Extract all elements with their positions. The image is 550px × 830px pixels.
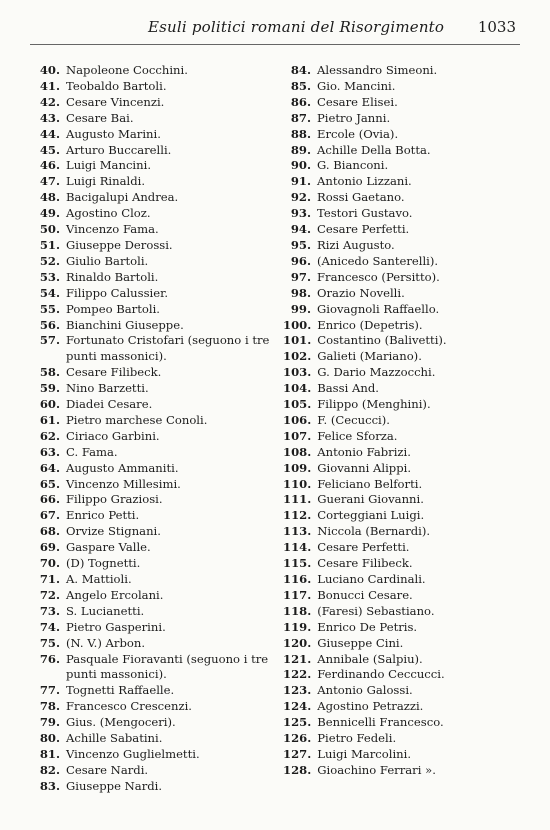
entry-name: Alessandro Simeoni.	[317, 63, 438, 77]
list-item	[283, 524, 523, 540]
entry-name: Ciriaco Garbini.	[66, 428, 160, 443]
entry-number: 128.	[283, 762, 312, 777]
entry-number: 108.	[283, 444, 312, 459]
entry-number: 84.	[290, 63, 311, 77]
entry-name: S. Lucianetti.	[66, 603, 145, 618]
list-item	[283, 143, 523, 159]
entry-name: Giovagnoli Raffaello.	[317, 301, 440, 316]
entry-number: 93.	[290, 206, 311, 221]
entry-name: Pietro Janni.	[317, 110, 391, 125]
entry-name: Orvize Stignani.	[66, 524, 161, 539]
entry-number: 127.	[283, 746, 312, 761]
entry-name: Ercole (Ovia).	[317, 126, 399, 141]
entry-number: 74.	[39, 619, 60, 634]
page-number: 1033	[477, 18, 516, 36]
entry-name: (Faresi) Sebastiano.	[317, 603, 435, 618]
entry-number: 97.	[290, 269, 311, 284]
list-item	[32, 254, 272, 270]
entry-name: Giuseppe Derossi.	[66, 237, 173, 252]
list-item	[32, 206, 272, 222]
entry-name: Achille Della Botta.	[317, 142, 431, 157]
entry-name: Orazio Novelli.	[317, 285, 405, 300]
entry-number: 45.	[39, 142, 60, 157]
entry-number: 99.	[290, 301, 311, 316]
entry-name: Antonio Lizzani.	[317, 174, 412, 189]
entry-name: F. (Cecucci).	[317, 412, 390, 427]
entry-number: 54.	[39, 285, 60, 300]
list-item	[32, 763, 272, 779]
list-item	[32, 683, 272, 699]
left-column	[32, 63, 272, 795]
entry-name: Pietro marchese Conoli.	[66, 412, 208, 427]
list-item	[283, 652, 523, 668]
entry-number: 113.	[283, 524, 312, 539]
list-item	[32, 318, 272, 334]
list-item	[283, 508, 523, 524]
list-item	[32, 524, 272, 540]
entry-name: Antonio Galossi.	[317, 683, 413, 698]
entry-number: 117.	[283, 587, 312, 602]
entry-number: 63.	[39, 444, 60, 459]
entry-name: Giuseppe Cini.	[317, 635, 404, 650]
entry-number: 42.	[39, 94, 60, 109]
list-item	[32, 779, 272, 795]
entry-number: 53.	[39, 269, 60, 284]
entry-name: Giulio Bartoli.	[66, 253, 149, 268]
entry-number: 56.	[39, 317, 60, 332]
list-item	[32, 238, 272, 254]
entry-number: 83.	[39, 778, 60, 793]
entry-number: 67.	[39, 508, 60, 523]
entry-number: 71.	[39, 572, 60, 586]
entry-number: 85.	[290, 78, 311, 93]
entry-name: Cesare Bai.	[66, 110, 134, 125]
entry-name: Pietro Fedeli.	[317, 731, 397, 746]
entry-name: Vincenzo Fama.	[66, 222, 159, 237]
list-item	[283, 636, 523, 652]
entry-name: Nino Barzetti.	[66, 381, 149, 396]
entry-number: 70.	[39, 556, 60, 571]
entry-number: 112.	[283, 508, 312, 523]
entry-number: 78.	[39, 699, 60, 714]
list-item	[283, 365, 523, 381]
entry-name: Arturo Buccarelli.	[66, 142, 172, 157]
list-item	[32, 461, 272, 477]
entry-name: Felice Sforza.	[317, 428, 398, 443]
entry-name: Gioachino Ferrari ».	[317, 762, 436, 777]
page-header	[0, 18, 550, 42]
entry-number: 51.	[39, 237, 60, 252]
list-item	[32, 111, 272, 127]
entry-number: 122.	[283, 667, 312, 682]
entry-name: Enrico Petti.	[66, 508, 140, 523]
list-item	[283, 492, 523, 508]
list-item	[32, 397, 272, 413]
running-title: Esuli politici romani del Risorgimento	[148, 18, 445, 36]
list-item	[32, 492, 272, 508]
list-item	[283, 604, 523, 620]
list-item	[32, 270, 272, 286]
list-item	[32, 540, 272, 556]
list-item	[283, 445, 523, 461]
list-item	[283, 302, 523, 318]
entry-name: Bennicelli Francesco.	[317, 715, 444, 730]
entry-number: 109.	[283, 460, 312, 475]
list-item	[32, 572, 272, 588]
entry-name: Francesco (Persitto).	[317, 269, 440, 284]
entry-name: Ferdinando Ceccucci.	[317, 667, 445, 682]
list-item	[32, 127, 272, 143]
entry-name: Costantino (Balivetti).	[317, 333, 447, 348]
entry-name: Filippo (Menghini).	[317, 397, 431, 412]
list-item	[283, 763, 523, 779]
list-item	[32, 365, 272, 381]
list-item	[283, 413, 523, 429]
list-item	[283, 318, 523, 334]
entry-name: Agostino Petrazzi.	[317, 699, 424, 714]
list-item	[283, 699, 523, 715]
entry-name: Feliciano Belforti.	[317, 476, 423, 491]
list-item	[283, 620, 523, 636]
entry-number: 61.	[39, 412, 60, 427]
entry-name: G. Bianconi.	[317, 158, 389, 173]
entry-number: 114.	[283, 540, 312, 555]
entry-number: 87.	[290, 110, 311, 125]
entry-name: Gaspare Valle.	[66, 540, 151, 555]
list-item	[32, 413, 272, 429]
list-item	[32, 190, 272, 206]
entry-name: Luigi Rinaldi.	[66, 174, 146, 189]
list-item	[283, 429, 523, 445]
list-item	[32, 652, 272, 684]
list-item	[283, 190, 523, 206]
entry-number: 102.	[283, 349, 312, 364]
entry-number: 123.	[283, 683, 312, 698]
list-item	[32, 143, 272, 159]
entry-name: Diadei Cesare.	[66, 397, 153, 412]
list-item	[283, 111, 523, 127]
list-item	[283, 79, 523, 95]
entry-number: 118.	[283, 603, 312, 618]
entry-number: 96.	[290, 253, 311, 268]
list-item	[283, 397, 523, 413]
entry-number: 76.	[39, 651, 60, 666]
entry-number: 82.	[39, 762, 60, 777]
entry-name: Niccola (Bernardi).	[317, 524, 431, 539]
entry-number: 115.	[283, 556, 312, 571]
entry-number: 50.	[39, 222, 60, 237]
entry-name: Luigi Mancini.	[66, 158, 152, 173]
entry-name: Enrico (Depetris).	[317, 317, 423, 332]
entry-name: Antonio Fabrizi.	[317, 444, 411, 459]
entry-number: 75.	[39, 635, 60, 650]
list-item	[283, 381, 523, 397]
entry-number: 48.	[39, 190, 60, 205]
header-rule	[30, 44, 520, 45]
entry-number: 94.	[290, 222, 311, 237]
list-item	[32, 286, 272, 302]
list-item	[32, 174, 272, 190]
list-item	[32, 636, 272, 652]
entry-name: Bonucci Cesare.	[317, 587, 413, 602]
entry-name: Rossi Gaetano.	[317, 190, 405, 205]
entry-number: 111.	[283, 492, 312, 507]
entry-name: Augusto Ammaniti.	[66, 460, 179, 475]
list-item	[32, 556, 272, 572]
entry-number: 125.	[283, 715, 312, 730]
entry-name: Cesare Vincenzi.	[66, 94, 165, 109]
entry-number: 65.	[39, 476, 60, 491]
entry-number: 104.	[283, 381, 312, 396]
list-item	[32, 79, 272, 95]
list-item	[283, 95, 523, 111]
entry-name: Annibale (Salpiu).	[317, 651, 423, 666]
entry-name: Gius. (Mengoceri).	[66, 715, 176, 730]
list-item	[283, 206, 523, 222]
entry-name: Cesare Perfetti.	[317, 540, 410, 555]
entry-number: 59.	[39, 381, 60, 396]
list-item	[283, 540, 523, 556]
entry-name: Tognetti Raffaelle.	[66, 683, 175, 698]
entry-number: 46.	[39, 158, 60, 173]
entry-name: Napoleone Cocchini.	[66, 63, 188, 77]
entry-name: Luigi Marcolini.	[317, 746, 412, 761]
list-item	[32, 222, 272, 238]
list-item	[32, 477, 272, 493]
list-item	[283, 158, 523, 174]
entry-number: 110.	[283, 476, 312, 491]
entry-number: 66.	[39, 492, 60, 507]
list-item	[32, 302, 272, 318]
entry-name: Rizi Augusto.	[317, 237, 395, 252]
list-item	[283, 461, 523, 477]
entry-name: Filippo Calussier.	[66, 285, 169, 300]
entry-name: Pietro Gasperini.	[66, 619, 166, 634]
entry-name: Pompeo Bartoli.	[66, 301, 160, 316]
entry-name: (Anicedo Santerelli).	[317, 253, 439, 268]
list-item	[32, 381, 272, 397]
entry-name: Luciano Cardinali.	[317, 572, 426, 586]
entry-number: 90.	[290, 158, 311, 173]
entry-number: 58.	[39, 365, 60, 380]
list-item	[32, 158, 272, 174]
list-item	[283, 63, 523, 79]
entry-number: 98.	[290, 285, 311, 300]
list-item	[32, 731, 272, 747]
entry-number: 49.	[39, 206, 60, 221]
entry-name: Agostino Cloz.	[66, 206, 151, 221]
entry-number: 41.	[39, 78, 60, 93]
list-item	[32, 63, 272, 79]
entry-name: Bassi And.	[317, 381, 379, 396]
entry-number: 72.	[39, 587, 60, 602]
list-item	[283, 349, 523, 365]
entry-number: 81.	[39, 746, 60, 761]
list-item	[32, 445, 272, 461]
entry-number: 119.	[283, 619, 312, 634]
entry-number: 77.	[39, 683, 60, 698]
entry-number: 44.	[39, 126, 60, 141]
entry-number: 107.	[283, 428, 312, 443]
entry-name: Vincenzo Millesimi.	[66, 476, 181, 491]
entry-number: 68.	[39, 524, 60, 539]
entry-name: Augusto Marini.	[66, 126, 161, 141]
entry-number: 52.	[39, 253, 60, 268]
entry-number: 69.	[39, 540, 60, 555]
entry-number: 120.	[283, 635, 312, 650]
list-item	[283, 333, 523, 349]
list-item	[283, 556, 523, 572]
entry-name: Cesare Nardi.	[66, 762, 149, 777]
entry-number: 64.	[39, 460, 60, 475]
list-item	[283, 238, 523, 254]
list-item	[283, 572, 523, 588]
entry-name: Galieti (Mariano).	[317, 349, 422, 364]
list-item	[283, 270, 523, 286]
entry-number: 95.	[290, 237, 311, 252]
entry-name: Fortunato Cristofari (seguono i tre punti massonici).	[66, 333, 270, 364]
list-item	[283, 747, 523, 763]
list-item	[32, 604, 272, 620]
entry-number: 73.	[39, 603, 60, 618]
entry-name: (D) Tognetti.	[66, 556, 141, 571]
list-item	[283, 127, 523, 143]
entry-number: 80.	[39, 731, 60, 746]
entry-name: Giuseppe Nardi.	[66, 778, 163, 793]
entry-name: Guerani Giovanni.	[317, 492, 424, 507]
entry-number: 86.	[290, 94, 311, 109]
entry-number: 88.	[290, 126, 311, 141]
entry-number: 124.	[283, 699, 312, 714]
entry-number: 126.	[283, 731, 312, 746]
entry-number: 79.	[39, 715, 60, 730]
entry-number: 105.	[283, 397, 312, 412]
entry-number: 121.	[283, 651, 312, 666]
entry-number: 106.	[283, 412, 312, 427]
entry-name: Vincenzo Guglielmetti.	[66, 746, 200, 761]
entry-number: 92.	[290, 190, 311, 205]
entry-name: G. Dario Mazzocchi.	[317, 365, 436, 380]
entry-name: Teobaldo Bartoli.	[66, 78, 167, 93]
entry-name: Cesare Filibeck.	[317, 556, 413, 571]
entry-name: Rinaldo Bartoli.	[66, 269, 159, 284]
entry-name: Enrico De Petris.	[317, 619, 418, 634]
entry-name: Achille Sabatini.	[66, 731, 163, 746]
entry-name: A. Mattioli.	[66, 572, 132, 586]
list-item	[32, 747, 272, 763]
entry-name: Filippo Graziosi.	[66, 492, 163, 507]
list-item	[32, 508, 272, 524]
list-item	[283, 254, 523, 270]
entry-name: Corteggiani Luigi.	[317, 508, 425, 523]
entry-name: C. Fama.	[66, 444, 118, 459]
entry-number: 91.	[290, 174, 311, 189]
entry-number: 40.	[39, 63, 60, 77]
entry-name: Giovanni Alippi.	[317, 460, 412, 475]
entry-name: Pasquale Fioravanti (seguono i tre punti massonici).	[66, 651, 269, 682]
entry-name: Gio. Mancini.	[317, 78, 396, 93]
list-item	[32, 699, 272, 715]
list-item	[283, 477, 523, 493]
entry-number: 116.	[283, 572, 312, 586]
list-item	[32, 588, 272, 604]
entry-number: 100.	[283, 317, 312, 332]
entry-name: Testori Gustavo.	[317, 206, 413, 221]
entry-name: Angelo Ercolani.	[66, 587, 164, 602]
entry-number: 62.	[39, 428, 60, 443]
list-item	[283, 588, 523, 604]
list-item	[32, 715, 272, 731]
entry-number: 57.	[39, 333, 60, 348]
entry-number: 103.	[283, 365, 312, 380]
list-item	[32, 429, 272, 445]
entry-name: Cesare Elisei.	[317, 94, 398, 109]
entry-number: 101.	[283, 333, 312, 348]
entry-name: (N. V.) Arbon.	[66, 635, 146, 650]
list-item	[283, 286, 523, 302]
list-item	[283, 715, 523, 731]
entry-number: 89.	[290, 142, 311, 157]
entry-name: Cesare Perfetti.	[317, 222, 410, 237]
entry-number: 60.	[39, 397, 60, 412]
entry-name: Bacigalupi Andrea.	[66, 190, 179, 205]
entry-number: 55.	[39, 301, 60, 316]
entry-name: Cesare Filibeck.	[66, 365, 162, 380]
list-item	[283, 731, 523, 747]
list-item	[32, 95, 272, 111]
list-item	[283, 174, 523, 190]
entry-name: Bianchini Giuseppe.	[66, 317, 184, 332]
list-item	[32, 620, 272, 636]
right-column	[283, 63, 523, 779]
list-item	[283, 667, 523, 683]
entry-number: 47.	[39, 174, 60, 189]
entry-number: 43.	[39, 110, 60, 125]
list-item	[32, 333, 272, 365]
entry-name: Francesco Crescenzi.	[66, 699, 192, 714]
list-item	[283, 683, 523, 699]
list-item	[283, 222, 523, 238]
